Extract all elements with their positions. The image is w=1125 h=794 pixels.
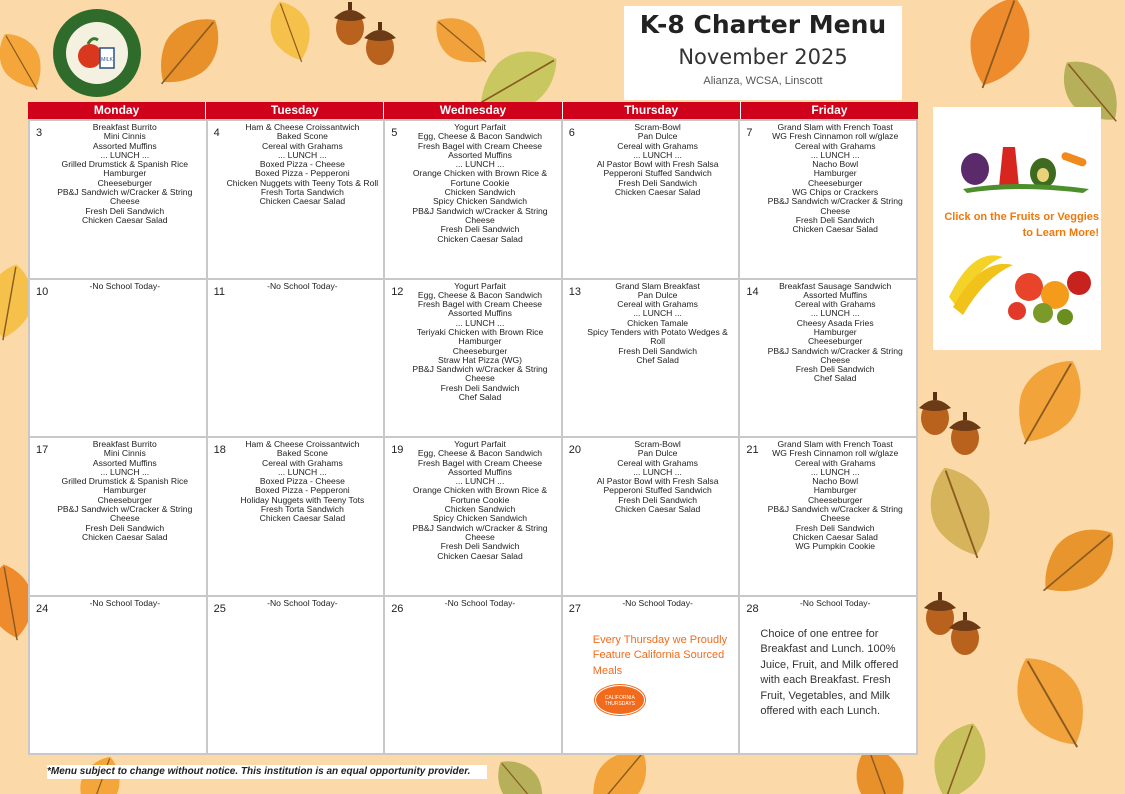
menu-item: Cheeseburger: [97, 177, 153, 188]
menu-item: Egg, Cheese & Bacon Sandwich: [417, 448, 543, 459]
menu-item: Assorted Muffins: [803, 289, 868, 300]
menu-item: Cereal with Grahams: [617, 457, 698, 468]
page-title: K-8 Charter Menu: [639, 10, 887, 39]
menu-item: ... LUNCH ...: [810, 308, 860, 319]
day-cell-27: [563, 597, 739, 754]
menu-item: Yogurt Parfait: [454, 122, 506, 132]
menu-item: Pepperoni Stuffed Sandwich: [603, 168, 712, 179]
menu-item: Chef Salad: [636, 354, 679, 365]
menu-item: Assorted Muffins: [92, 457, 157, 468]
menu-items: [48, 440, 202, 542]
menu-item: Fresh Deli Sandwich: [85, 522, 165, 533]
day-cell-12: [385, 280, 561, 437]
date-number: 12: [391, 285, 404, 298]
menu-item: Cereal with Grahams: [262, 140, 343, 151]
date-number: 4: [213, 127, 220, 139]
menu-item: Cereal with Grahams: [794, 457, 876, 468]
menu-item: ... LUNCH ...: [633, 308, 682, 319]
month-label: November 2025: [678, 45, 848, 69]
menu-item: Chicken Caesar Salad: [614, 504, 701, 515]
menu-item: Scram-Bowl: [634, 439, 681, 449]
menu-item: Fresh Deli Sandwich: [618, 494, 697, 505]
day-cell-21: [740, 438, 916, 595]
date-number: 5: [391, 127, 398, 139]
menu-item: WG Fresh Cinnamon roll w/glaze: [772, 131, 899, 142]
menu-item: Cereal with Grahams: [262, 457, 343, 468]
menu-item: Mini Cinnis: [103, 131, 146, 142]
vegetables-icon[interactable]: [961, 147, 1089, 193]
fruits-veggies-panel[interactable]: [933, 107, 1101, 350]
menu-item: Cheeseburger: [452, 345, 508, 356]
calendar-grid: [28, 119, 918, 755]
menu-item: -No School Today-: [267, 280, 338, 291]
menu-item: -No School Today-: [799, 597, 871, 608]
menu-item: Fresh Deli Sandwich: [440, 541, 520, 552]
menu-item: Hamburger: [813, 168, 857, 179]
menu-item: ... LUNCH ...: [810, 466, 860, 477]
menu-item: Breakfast Burrito: [92, 122, 157, 132]
menu-item: Yogurt Parfait: [454, 280, 506, 291]
menu-item: Cereal with Grahams: [617, 140, 698, 151]
day-cell-24: [30, 597, 206, 754]
menu-item: Fresh Bagel with Cream Cheese: [417, 299, 543, 310]
california-thursday-note: Every Thursday we Proudly Feature California Sourced Meals: [592, 633, 728, 677]
day-cell-26: [385, 597, 561, 754]
date-number: 18: [213, 444, 226, 456]
menu-item: ... LUNCH ...: [278, 466, 327, 477]
menu-item: PB&J Sandwich w/Cracker & String Cheese: [57, 504, 193, 524]
menu-item: Spicy Chicken Sandwich: [432, 196, 528, 207]
menu-item: Cheeseburger: [807, 177, 863, 188]
menu-item: Fresh Deli Sandwich: [795, 364, 875, 375]
menu-item: Hamburger: [813, 485, 857, 496]
menu-item: Assorted Muffins: [448, 466, 512, 477]
menu-item: Chicken Caesar Salad: [792, 531, 878, 542]
menu-item: ... LUNCH ...: [100, 466, 150, 477]
menu-items: [48, 282, 202, 291]
meal-policy-note: Choice of one entree for Breakfast and Lunch. 100% Juice, Fruit, and Milk offered with each Breakfast. Fresh Fruit, Vegetables, and Milk offered with each Lunch.: [760, 627, 899, 717]
menu-item: PB&J Sandwich w/Cracker & String Cheese: [767, 504, 903, 524]
menu-item: Ham & Cheese Croissantwich: [245, 439, 360, 449]
menu-items: [581, 440, 735, 514]
menu-item: Pan Dulce: [637, 131, 678, 142]
menu-title-box: [624, 6, 902, 100]
menu-item: Chicken Nuggets with Teeny Tots & Roll: [226, 177, 379, 188]
menu-item: Chicken Caesar Salad: [82, 214, 168, 225]
menu-item: PB&J Sandwich w/Cracker & String Cheese: [412, 205, 548, 225]
menu-item: Cereal with Grahams: [794, 299, 876, 310]
menu-item: Chicken Caesar Salad: [614, 187, 701, 198]
date-number: 26: [391, 602, 404, 615]
menu-item: -No School Today-: [89, 597, 161, 608]
date-number: 13: [568, 285, 582, 298]
menu-item: Fresh Deli Sandwich: [618, 177, 697, 188]
day-cell-14: [740, 280, 916, 437]
weekday-tuesday: Tuesday: [206, 102, 384, 119]
menu-item: Ham & Cheese Croissantwich: [245, 122, 360, 132]
day-cell-19: [385, 438, 561, 595]
menu-item: Holiday Nuggets with Teeny Tots: [240, 494, 365, 505]
date-number: 19: [391, 444, 404, 456]
menu-item: Yogurt Parfait: [454, 439, 506, 449]
menu-item: Al Pastor Bowl with Fresh Salsa: [596, 159, 719, 170]
menu-item: Chicken Caesar Salad: [259, 196, 346, 207]
menu-item: Cheeseburger: [97, 494, 153, 505]
menu-item: Breakfast Sausage Sandwich: [779, 280, 892, 291]
schools-label: Alianza, WCSA, Linscott: [703, 75, 823, 87]
date-number: 3: [36, 127, 43, 139]
menu-item: Boxed Pizza - Cheese: [259, 476, 345, 487]
menu-item: Fresh Deli Sandwich: [440, 224, 520, 235]
menu-items: [48, 599, 202, 608]
menu-item: Fresh Torta Sandwich: [260, 187, 344, 198]
day-cell-13: [563, 280, 739, 437]
menu-item: Egg, Cheese & Bacon Sandwich: [417, 131, 543, 142]
menu-item: Orange Chicken with Brown Rice & Fortune Cookie: [412, 485, 548, 505]
day-cell-10: [30, 280, 206, 437]
menu-item: Scram-Bowl: [634, 122, 681, 132]
menu-item: WG Pumpkin Cookie: [795, 541, 876, 552]
menu-item: Cereal with Grahams: [794, 140, 876, 151]
date-number: 6: [568, 127, 575, 139]
menu-item: Fresh Torta Sandwich: [260, 504, 344, 515]
date-number: 14: [746, 285, 759, 298]
pvusd-logo[interactable]: [52, 8, 142, 98]
menu-item: Boxed Pizza - Pepperoni: [255, 168, 350, 179]
menu-item: Nacho Bowl: [812, 476, 859, 487]
day-cell-20: [563, 438, 739, 595]
menu-items: [581, 123, 735, 197]
fruits-icon[interactable]: [949, 255, 1091, 325]
menu-items: [226, 282, 380, 291]
menu-item: Baked Scone: [276, 448, 328, 459]
menu-items: [758, 599, 912, 608]
menu-item: Fresh Deli Sandwich: [795, 522, 875, 533]
menu-item: WG Fresh Cinnamon roll w/glaze: [772, 448, 899, 459]
menu-item: Chicken Sandwich: [444, 187, 516, 198]
menu-calendar: [28, 102, 918, 755]
menu-item: ... LUNCH ...: [455, 317, 505, 328]
menu-item: Chef Salad: [813, 373, 857, 384]
day-cell-28: [740, 597, 916, 754]
menu-items: [403, 599, 557, 608]
menu-item: Fresh Deli Sandwich: [85, 205, 165, 216]
menu-items: [226, 123, 380, 207]
date-number: 20: [568, 444, 582, 456]
menu-items: [758, 282, 912, 384]
weekday-header: [28, 102, 918, 119]
menu-item: Chicken Caesar Salad: [259, 513, 346, 524]
menu-item: PB&J Sandwich w/Cracker & String Cheese: [767, 345, 903, 365]
menu-items: [226, 599, 380, 608]
menu-item: Hamburger: [103, 168, 147, 179]
menu-items: [403, 440, 557, 561]
menu-item: ... LUNCH ...: [455, 159, 505, 170]
menu-items: [581, 599, 735, 608]
menu-item: ... LUNCH ...: [633, 149, 682, 160]
menu-item: Chicken Sandwich: [444, 504, 516, 515]
menu-item: Baked Scone: [276, 131, 328, 142]
menu-item: Fresh Deli Sandwich: [440, 382, 520, 393]
menu-items: [758, 440, 912, 552]
menu-item: ... LUNCH ...: [278, 149, 327, 160]
menu-item: Assorted Muffins: [448, 308, 512, 319]
menu-item: Teriyaki Chicken with Brown Rice: [416, 326, 544, 337]
menu-item: Grilled Drumstick & Spanish Rice: [61, 476, 189, 487]
footer-disclaimer: *Menu subject to change without notice. This institution is an equal opportunity provider.: [47, 765, 487, 779]
menu-item: Chicken Tamale: [627, 317, 689, 328]
menu-item: Grand Slam with French Toast: [777, 122, 893, 132]
menu-item: Grilled Drumstick & Spanish Rice: [61, 159, 189, 170]
menu-item: PB&J Sandwich w/Cracker & String Cheese: [412, 522, 548, 542]
menu-item: Chicken Caesar Salad: [437, 233, 523, 244]
menu-items: [403, 123, 557, 244]
menu-item: Hamburger: [813, 326, 857, 337]
menu-item: Boxed Pizza - Cheese: [259, 159, 345, 170]
menu-item: Breakfast Burrito: [92, 439, 157, 449]
day-cell-7: [740, 121, 916, 278]
day-cell-17: [30, 438, 206, 595]
menu-item: Assorted Muffins: [448, 149, 512, 160]
menu-item: ... LUNCH ...: [100, 149, 150, 160]
day-cell-5: [385, 121, 561, 278]
date-number: 17: [36, 444, 49, 456]
menu-item: ... LUNCH ...: [455, 476, 505, 487]
date-number: 28: [746, 602, 759, 615]
menu-item: -No School Today-: [267, 597, 338, 608]
menu-item: Grand Slam Breakfast: [615, 280, 700, 291]
menu-item: Mini Cinnis: [103, 448, 146, 459]
menu-items: [226, 440, 380, 524]
menu-item: PB&J Sandwich w/Cracker & String Cheese: [412, 364, 548, 384]
menu-item: Fresh Deli Sandwich: [795, 214, 875, 225]
menu-item: -No School Today-: [89, 280, 161, 291]
date-number: 21: [746, 444, 759, 456]
menu-item: Spicy Tenders with Potato Wedges & Roll: [587, 326, 728, 347]
menu-item: -No School Today-: [622, 597, 693, 608]
menu-item: Cheesy Asada Fries: [796, 317, 874, 328]
menu-items: [581, 282, 735, 366]
menu-item: Fresh Deli Sandwich: [618, 345, 697, 356]
date-number: 27: [568, 602, 582, 615]
menu-item: Chef Salad: [458, 392, 502, 403]
weekday-monday: Monday: [28, 102, 206, 119]
menu-item: Pan Dulce: [637, 289, 678, 300]
menu-item: Boxed Pizza - Pepperoni: [255, 485, 350, 496]
svg-text:MILK: MILK: [101, 57, 113, 63]
menu-item: Hamburger: [103, 485, 147, 496]
menu-item: PB&J Sandwich w/Cracker & String Cheese: [57, 187, 193, 207]
menu-item: PB&J Sandwich w/Cracker & String Cheese: [767, 196, 903, 216]
day-cell-6: [563, 121, 739, 278]
menu-item: Spicy Chicken Sandwich: [432, 513, 528, 524]
menu-item: Cereal with Grahams: [617, 299, 698, 310]
day-cell-25: [208, 597, 384, 754]
california-thursdays-badge: CALIFORNIA THURSDAYS: [595, 685, 645, 715]
menu-items: [48, 123, 202, 225]
menu-item: Cheeseburger: [807, 494, 863, 505]
date-number: 25: [213, 602, 226, 615]
menu-item: Grand Slam with French Toast: [777, 439, 893, 449]
menu-item: Egg, Cheese & Bacon Sandwich: [417, 289, 543, 300]
menu-item: Chicken Caesar Salad: [82, 531, 168, 542]
menu-item: Assorted Muffins: [92, 140, 157, 151]
menu-item: Al Pastor Bowl with Fresh Salsa: [596, 476, 719, 487]
menu-item: Nacho Bowl: [812, 159, 859, 170]
menu-item: Fresh Bagel with Cream Cheese: [417, 457, 543, 468]
date-number: 7: [746, 127, 753, 139]
day-cell-18: [208, 438, 384, 595]
menu-item: Chicken Caesar Salad: [437, 550, 523, 561]
date-number: 10: [36, 285, 49, 298]
day-cell-11: [208, 280, 384, 437]
menu-item: Pepperoni Stuffed Sandwich: [603, 485, 712, 496]
menu-item: WG Chips or Crackers: [792, 187, 879, 198]
menu-item: Hamburger: [458, 336, 502, 347]
day-cell-4: [208, 121, 384, 278]
menu-item: Chicken Caesar Salad: [792, 224, 878, 235]
menu-item: ... LUNCH ...: [633, 466, 682, 477]
weekday-wednesday: Wednesday: [384, 102, 562, 119]
weekday-friday: Friday: [811, 103, 848, 117]
learn-more-link[interactable]: Click on the Fruits or Veggies to Learn More!: [944, 211, 1099, 239]
menu-item: Pan Dulce: [637, 448, 678, 459]
day-cell-3: [30, 121, 206, 278]
date-number: 24: [36, 602, 49, 615]
menu-item: -No School Today-: [444, 597, 516, 608]
menu-item: Fresh Bagel with Cream Cheese: [417, 140, 543, 151]
menu-item: Orange Chicken with Brown Rice & Fortune Cookie: [412, 168, 548, 188]
menu-items: [758, 123, 912, 235]
menu-item: ... LUNCH ...: [810, 149, 860, 160]
date-number: 11: [213, 285, 226, 298]
weekday-thursday: Thursday: [563, 102, 741, 119]
menu-item: Straw Hat Pizza (WG): [437, 354, 523, 365]
menu-item: Cheeseburger: [807, 336, 863, 347]
menu-items: [403, 282, 557, 403]
